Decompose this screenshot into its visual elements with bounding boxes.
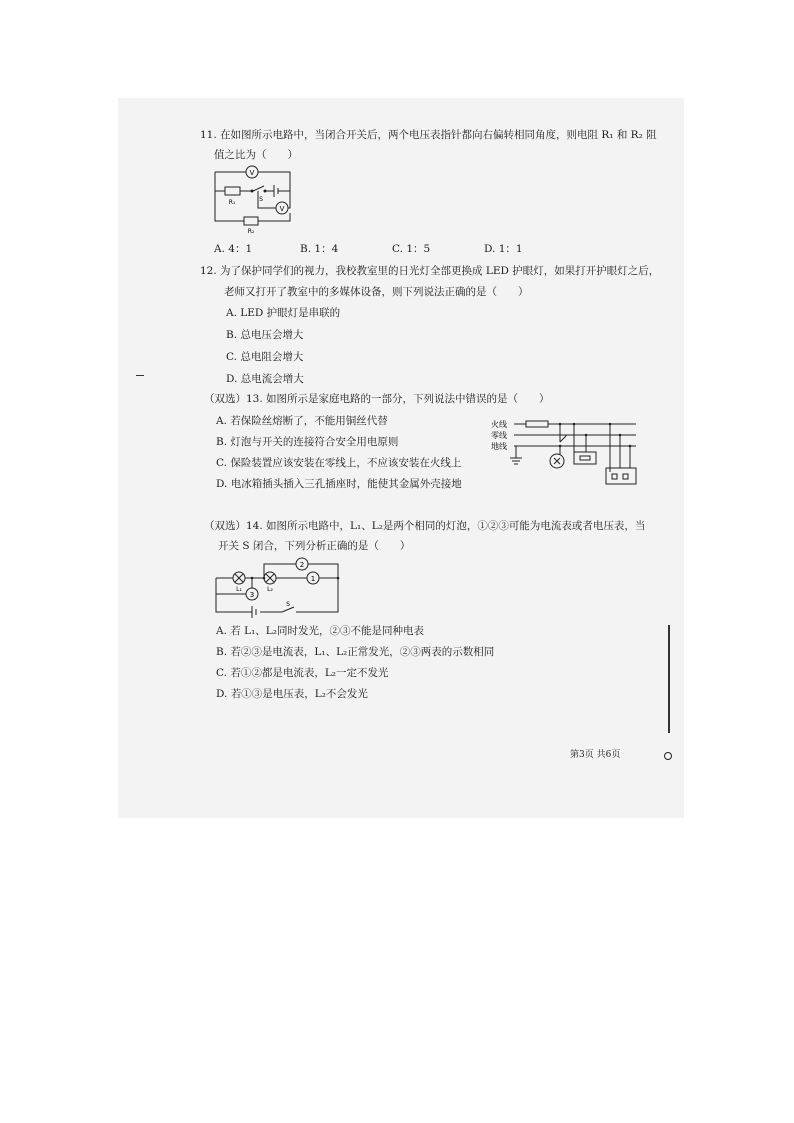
page-number: 第3页 共6页 [570,750,621,760]
q12-option-b: B. 总电压会增大 [226,329,304,341]
q14-switch-label: S [286,601,290,608]
q14-stem-line2: 开关 S 闭合，下列分析正确的是（ ） [218,540,411,552]
q13-ground-wire-label: 地线 [491,442,507,451]
q11-voltmeter-2-label: V [279,205,285,213]
q11-r1-label: R₁ [228,199,236,206]
q13-neutral-wire-label: 零线 [491,431,507,440]
q12-stem-line2: 老师又打开了教室中的多媒体设备，则下列说法正确的是（ ） [224,286,529,298]
q13-stem: （双选）13. 如图所示是家庭电路的一部分，下列说法中错误的是（ ） [204,393,550,405]
q12-option-a: A. LED 护眼灯是串联的 [226,307,341,319]
q13-option-c: C. 保险装置应该安装在零线上，不应该安装在火线上 [216,457,462,469]
q11-voltmeter-1-label: V [249,169,255,177]
q11-stem-line2: 值之比为（ ） [214,149,298,161]
q11-switch-label: S [259,196,263,203]
q11-stem-line1: 11. 在如图所示电路中，当闭合开关后，两个电压表指针都向右偏转相同角度，则电阻 R₁ 和 R₂ 阻 [200,129,657,141]
q13-option-d: D. 电冰箱插头插入三孔插座时，能使其金属外壳接地 [216,478,462,490]
q14-option-d: D. 若①③是电压表，L₂不会发光 [216,688,368,700]
q14-option-c: C. 若①②都是电流表，L₂一定不发光 [216,667,389,679]
q11-r2-label: R₂ [247,228,255,235]
q11-option-a: A. 4：1 [214,243,253,255]
q14-option-b: B. 若②③是电流表，L₁、L₂正常发光，②③两表的示数相同 [216,646,495,658]
q14-stem-line1: （双选）14. 如图所示电路中，L₁、L₂是两个相同的灯泡，①②③可能为电流表或者电压表，当 [204,520,646,532]
scan-mark [136,375,144,376]
q11-circuit-diagram [212,163,294,235]
q11-option-c: C. 1：5 [392,243,431,255]
q13-option-b: B. 灯泡与开关的连接符合安全用电原则 [216,436,399,448]
q14-l1-label: L₁ [236,586,242,593]
q12-option-d: D. 总电流会增大 [226,373,304,385]
q11-option-d: D. 1：1 [484,243,523,255]
q12-option-c: C. 总电阻会增大 [226,351,304,363]
q13-option-a: A. 若保险丝熔断了，不能用铜丝代替 [216,415,388,427]
q14-meter-2-label: 2 [299,561,305,569]
q13-live-wire-label: 火线 [491,420,507,429]
q12-stem-line1: 12. 为了保护同学们的视力，我校教室里的日光灯全部更换成 LED 护眼灯，如果打开护眼灯之后， [200,265,660,277]
scan-dot [664,752,672,760]
q14-circuit-diagram [212,556,342,618]
q14-option-a: A. 若 L₁、L₂同时发光，②③不能是同种电表 [216,625,424,637]
scan-edge-line [668,625,670,733]
q14-l2-label: L₂ [267,586,273,593]
q14-meter-3-label: 3 [249,591,255,599]
q11-option-b: B. 1：4 [300,243,339,255]
q14-meter-1-label: 1 [310,575,316,583]
q13-household-circuit-diagram [490,416,640,490]
